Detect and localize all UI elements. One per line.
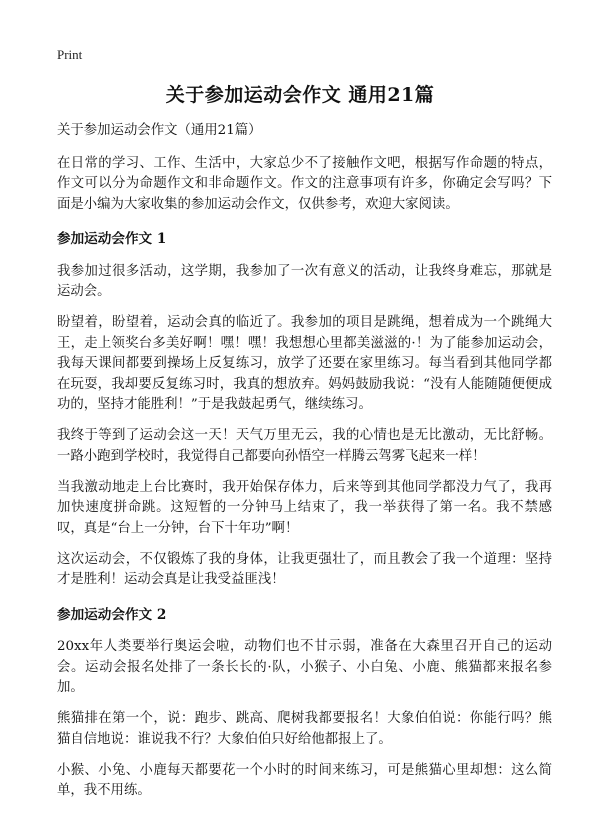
section-heading-2: 参加运动会作文 2 — [57, 606, 167, 623]
article-body — [57, 121, 552, 812]
intro-paragraph: 在日常的学习、工作、生活中，大家总少不了接触作文吧，根据写作命题的特点，作文可以分为命题作文和非命题作文。作文的注意事项有许多，你确定会写吗？下面是小编为大家收集的参加运动会作文，仅供参考，欢迎大家阅读。 — [57, 155, 552, 212]
article-subtitle: 关于参加运动会作文（通用21篇） — [57, 123, 262, 138]
section-2-paragraph-2: 熊猫排在第一个，说：跑步、跳高、爬树我都要报名！大象伯伯说：你能行吗？熊猫自信地说：谁说我不行？大象伯伯只好给他都报上了。 — [57, 711, 552, 747]
page-title: 关于参加运动会作文 通用21篇 — [165, 84, 435, 106]
section-1-paragraph-2: 盼望着，盼望着，运动会真的临近了。我参加的项目是跳绳，想着成为一个跳绳大王，走上领奖台多美好啊！嘿！嘿！我想想心里都美滋滋的·！为了能参加运动会，我每天课间都要到操场上反复练习，放学了还要在家里练习。每当看到其他同学都在玩耍，我却要反复练习时，我真的想放弃。妈妈鼓励我说：“没有人能随随便便成功的，坚持才能胜利！”于是我鼓起勇气，继续练习。 — [57, 315, 552, 412]
section-1-paragraph-1: 我参加过很多活动，这学期，我参加了一次有意义的活动，让我终身难忘，那就是运动会。 — [57, 263, 552, 299]
section-1-paragraph-5: 这次运动会，不仅锻炼了我的身体，让我更强壮了，而且教会了我一个道理：坚持才是胜利！运动会真是让我受益匪浅！ — [57, 551, 552, 587]
section-1-paragraph-4: 当我激动地走上台比赛时，我开始保存体力，后来等到其他同学都没力气了，我再加快速度拼命跳。这短暂的一分钟马上结束了，我一举获得了第一名。我不禁感叹，真是“台上一分钟，台下十年功”啊！ — [57, 479, 552, 536]
section-2-paragraph-1: 20xx年人类要举行奥运会啦，动物们也不甘示弱，准备在大森里召开自己的运动会。运动会报名处排了一条长长的·队，小猴子、小白兔、小鹿、熊猫都来报名参加。 — [57, 639, 552, 695]
section-2-paragraph-3: 小猴、小兔、小鹿每天都要花一个小时的时间来练习，可是熊猫心里却想：这么简单，我不用练。 — [57, 762, 552, 798]
section-1-paragraph-3: 我终于等到了运动会这一天！天气万里无云，我的心情也是无比激动，无比舒畅。一路小跑到学校时，我觉得自己都要向孙悟空一样腾云驾雾飞起来一样！ — [57, 428, 552, 464]
section-heading-1: 参加运动会作文 1 — [57, 231, 167, 247]
print-link[interactable]: Print — [57, 47, 83, 62]
